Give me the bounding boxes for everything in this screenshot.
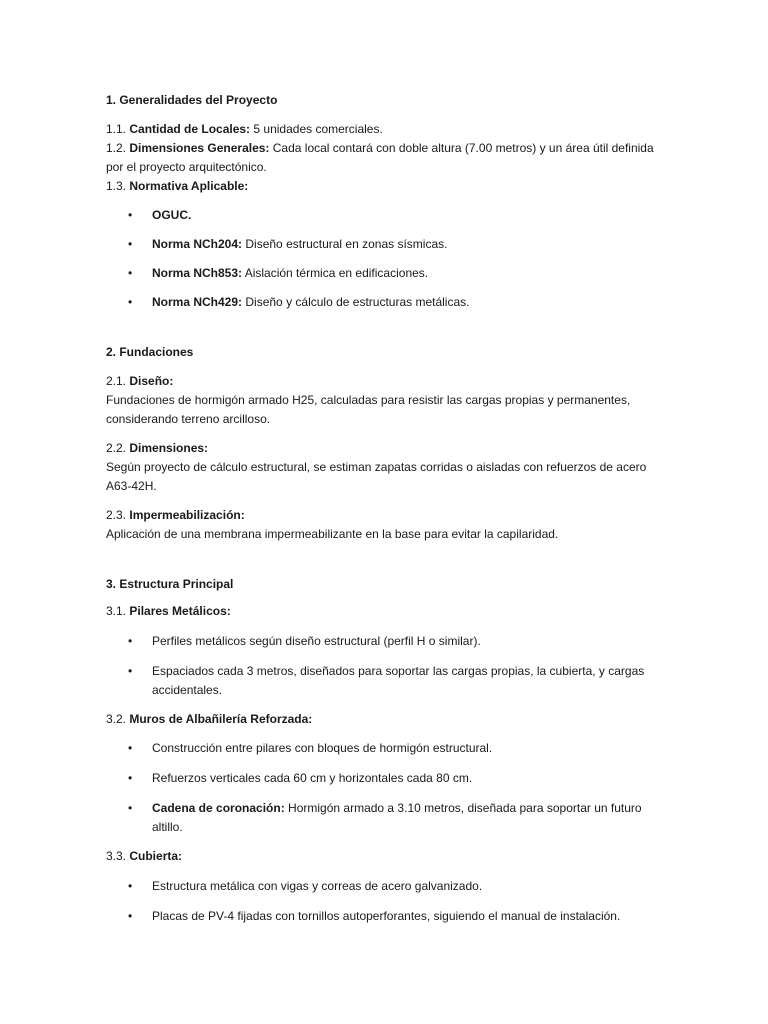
item-2-1-text: Fundaciones de hormigón armado H25, calculadas para resistir las cargas propias y permanentes, considerando terreno arcilloso.	[106, 393, 631, 426]
item-1-3	[106, 177, 666, 196]
list-item-text: Refuerzos verticales cada 60 cm y horizontales cada 80 cm.	[152, 771, 473, 785]
item-3-2-number: 3.2.	[106, 712, 127, 726]
item-1-2-label: Dimensiones Generales:	[129, 141, 270, 155]
pilares-list	[106, 632, 666, 700]
item-3-3-label: Cubierta:	[129, 849, 183, 863]
item-1-1-text: 5 unidades comerciales.	[253, 122, 383, 136]
item-2-3	[106, 506, 666, 544]
section-1-title: 1. Generalidades del Proyecto	[106, 93, 278, 107]
item-2-1-number: 2.1.	[106, 374, 127, 388]
list-item-text: Perfiles metálicos según diseño estructural (perfil H o similar).	[152, 634, 481, 648]
item-1-2	[106, 139, 666, 177]
bullet-icon: •	[128, 266, 133, 280]
bullet-icon: •	[128, 909, 133, 923]
item-2-3-text: Aplicación de una membrana impermeabilizante en la base para evitar la capilaridad.	[106, 527, 559, 541]
item-1-3-label: Normativa Aplicable:	[129, 179, 249, 193]
list-item	[106, 264, 666, 283]
bullet-icon: •	[128, 771, 133, 785]
list-item-text: Diseño y cálculo de estructuras metálicas.	[245, 295, 470, 309]
section-2-title: 2. Fundaciones	[106, 345, 194, 359]
item-2-2-number: 2.2.	[106, 441, 127, 455]
bullet-icon: •	[128, 295, 133, 309]
list-item-text: Placas de PV-4 fijadas con tornillos autoperforantes, siguiendo el manual de instalación.	[152, 909, 621, 923]
item-3-2	[106, 710, 666, 729]
list-item	[106, 206, 666, 225]
document-page	[106, 91, 666, 926]
item-3-2-label: Muros de Albañilería Reforzada:	[129, 712, 313, 726]
list-item	[106, 235, 666, 254]
normativa-list	[106, 206, 666, 312]
list-item	[106, 632, 666, 651]
list-item-label: OGUC.	[152, 208, 192, 222]
list-item	[106, 907, 666, 926]
item-1-3-number: 1.3.	[106, 179, 127, 193]
list-item	[106, 769, 666, 788]
list-item	[106, 877, 666, 896]
list-item-text: Construcción entre pilares con bloques de hormigón estructural.	[152, 741, 493, 755]
list-item	[106, 799, 666, 837]
item-1-1-label: Cantidad de Locales:	[129, 122, 251, 136]
list-item-label: Cadena de coronación:	[152, 801, 285, 815]
list-item	[106, 293, 666, 312]
list-item-label: Norma NCh853:	[152, 266, 243, 280]
item-2-2	[106, 439, 666, 496]
item-1-1	[106, 120, 666, 139]
list-item	[106, 739, 666, 758]
item-2-3-number: 2.3.	[106, 508, 127, 522]
item-2-1-label: Diseño:	[129, 374, 174, 388]
list-item-text: Estructura metálica con vigas y correas de acero galvanizado.	[152, 879, 483, 893]
list-item-text: Espaciados cada 3 metros, diseñados para soportar las cargas propias, la cubierta, y cargas accidentales.	[152, 664, 645, 697]
bullet-icon: •	[128, 664, 133, 678]
section-3-title: 3. Estructura Principal	[106, 577, 234, 591]
muros-list	[106, 739, 666, 837]
list-item-label: Norma NCh429:	[152, 295, 243, 309]
bullet-icon: •	[128, 208, 133, 222]
item-2-3-label: Impermeabilización:	[129, 508, 245, 522]
bullet-icon: •	[128, 634, 133, 648]
list-item-text: Diseño estructural en zonas sísmicas.	[245, 237, 448, 251]
cubierta-list	[106, 877, 666, 926]
bullet-icon: •	[128, 237, 133, 251]
list-item	[106, 662, 666, 700]
bullet-icon: •	[128, 801, 133, 815]
list-item-text: Aislación térmica en edificaciones.	[244, 266, 429, 280]
item-2-1	[106, 372, 666, 429]
list-item-text: Hormigón armado a 3.10 metros, diseñada para soportar un futuro altillo.	[152, 801, 642, 834]
item-3-1-number: 3.1.	[106, 604, 127, 618]
item-3-3	[106, 847, 666, 866]
item-1-1-number: 1.1.	[106, 122, 127, 136]
item-1-2-text: Cada local contará con doble altura (7.00 metros) y un área útil definida por el proyecto arquitectónico.	[106, 141, 654, 174]
bullet-icon: •	[128, 879, 133, 893]
item-2-2-text: Según proyecto de cálculo estructural, se estiman zapatas corridas o aisladas con refuerzos de acero A63-42H.	[106, 460, 647, 493]
list-item-label: Norma NCh204:	[152, 237, 243, 251]
item-1-2-number: 1.2.	[106, 141, 127, 155]
item-3-1	[106, 602, 666, 621]
item-3-1-label: Pilares Metálicos:	[129, 604, 231, 618]
item-3-3-number: 3.3.	[106, 849, 127, 863]
bullet-icon: •	[128, 741, 133, 755]
item-2-2-label: Dimensiones:	[129, 441, 209, 455]
